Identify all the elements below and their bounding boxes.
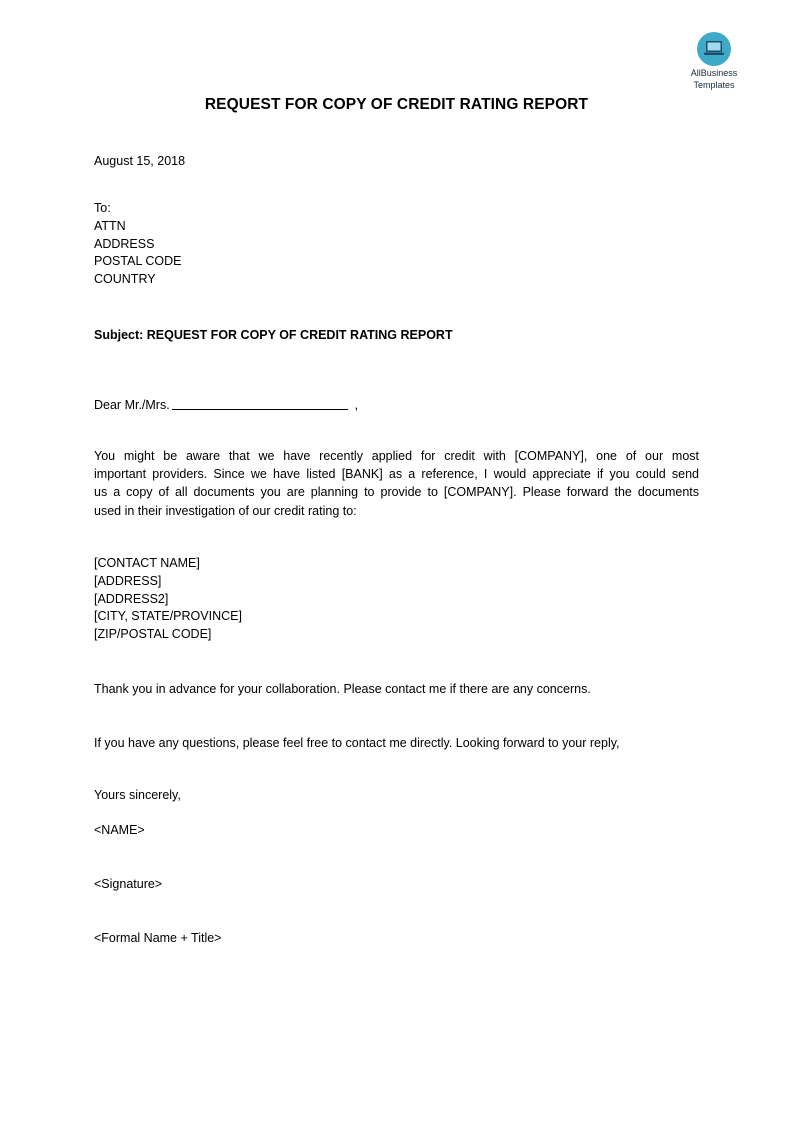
contact-block	[94, 555, 242, 644]
formal-name-title: <Formal Name + Title>	[94, 931, 222, 945]
contact-city-state: [CITY, STATE/PROVINCE]	[94, 609, 242, 624]
closing: Yours sincerely,	[94, 788, 181, 802]
recipient-attn: ATTN	[94, 218, 126, 233]
contact-address: [ADDRESS]	[94, 573, 162, 588]
salutation-prefix: Dear Mr./Mrs.	[94, 398, 170, 412]
contact-zip: [ZIP/POSTAL CODE]	[94, 627, 212, 642]
letter-date: August 15, 2018	[94, 154, 186, 168]
body-line: us a copy of all documents you are planning to provide to [COMPANY]. Please forward the documents	[94, 485, 699, 500]
recipient-address: ADDRESS	[94, 236, 155, 251]
document-title: REQUEST FOR COPY OF CREDIT RATING REPORT	[204, 96, 589, 113]
subject-line: Subject: REQUEST FOR COPY OF CREDIT RATING REPORT	[94, 328, 453, 342]
laptop-icon	[697, 32, 731, 66]
logo-text-line2: Templates	[693, 80, 735, 90]
signature-placeholder: <Signature>	[94, 877, 163, 891]
thanks-paragraph: Thank you in advance for your collaboration. Please contact me if there are any concerns.	[94, 682, 591, 696]
body-line: important providers. Since we have listed [BANK] as a reference, I would appreciate if you could send	[94, 467, 699, 482]
recipient-country: COUNTRY	[94, 272, 156, 287]
recipient-name-blank	[172, 397, 348, 410]
logo-text-line1: AllBusiness	[690, 68, 738, 78]
questions-paragraph: If you have any questions, please feel free to contact me directly. Looking forward to your reply,	[94, 736, 620, 750]
recipient-to-label: To:	[94, 201, 111, 215]
sender-name: <NAME>	[94, 823, 145, 837]
allbusiness-templates-logo	[682, 32, 746, 90]
salutation-suffix: ,	[354, 398, 359, 412]
body-line: You might be aware that we have recently applied for credit with [COMPANY], one of our most	[94, 449, 699, 463]
recipient-postal-code: POSTAL CODE	[94, 254, 182, 269]
recipient-block	[94, 200, 182, 289]
salutation	[94, 396, 358, 414]
contact-name: [CONTACT NAME]	[94, 556, 200, 570]
contact-address2: [ADDRESS2]	[94, 591, 169, 606]
body-paragraph	[94, 447, 699, 520]
body-line: used in their investigation of our credit rating to:	[94, 503, 357, 518]
